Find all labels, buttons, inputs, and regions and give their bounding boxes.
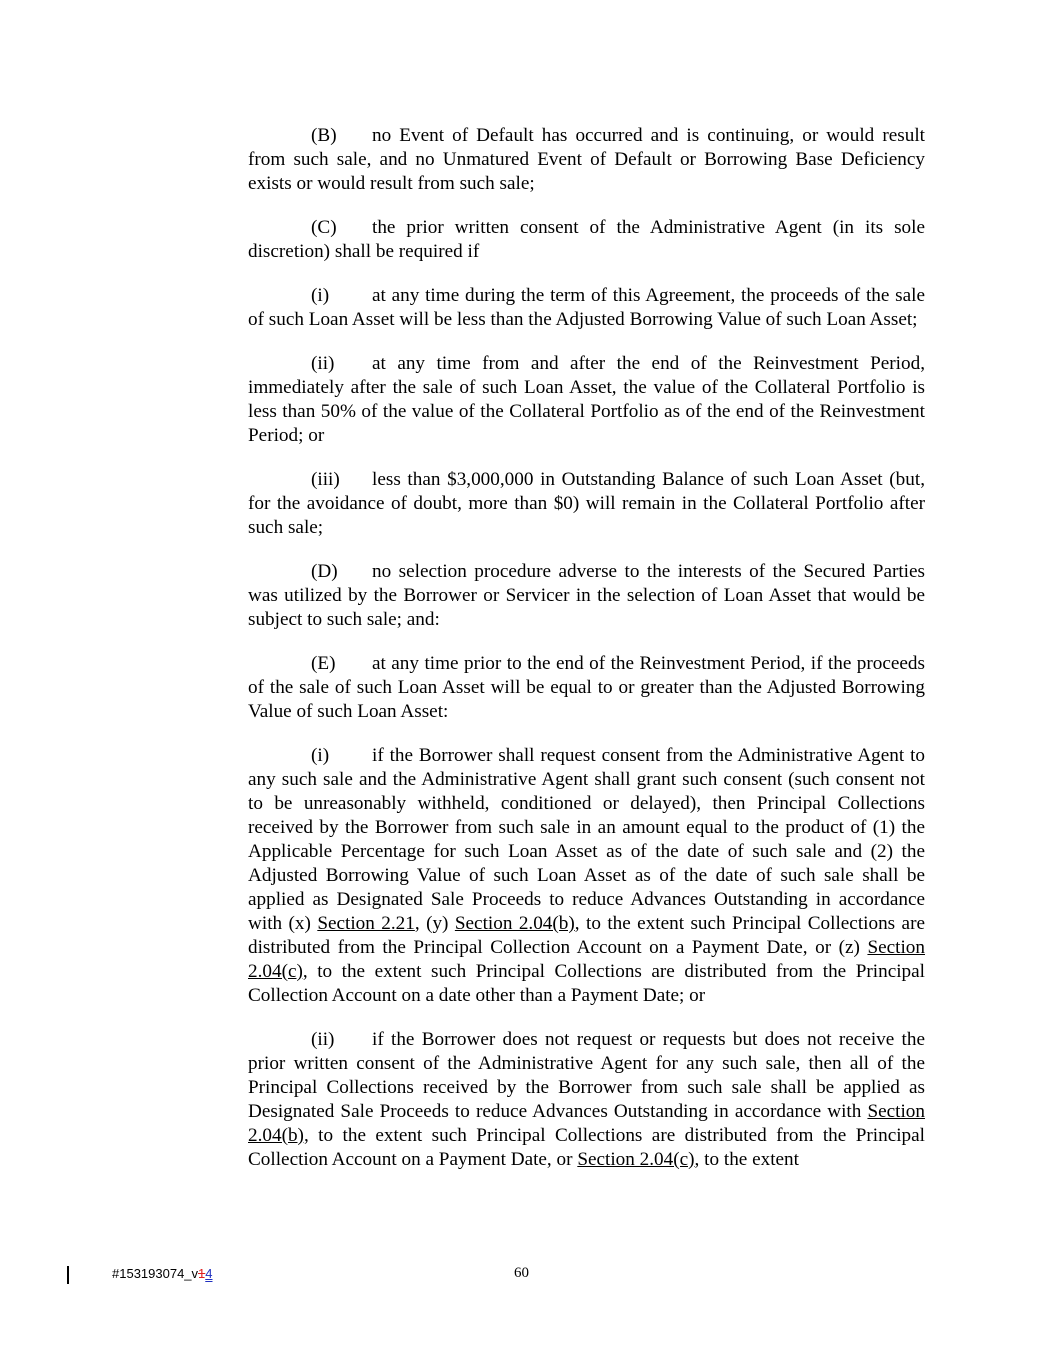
paragraph-label: (iii) bbox=[311, 469, 340, 490]
paragraph-text: at any time during the term of this Agreement, the proceeds of the sale of such Loan Asset will be less than the Adjusted Borrowing Value of such Loan Asset; bbox=[248, 285, 925, 330]
paragraph-label: (i) bbox=[311, 285, 330, 306]
paragraph bbox=[248, 216, 925, 264]
deleted-version: 1 bbox=[198, 1266, 206, 1281]
paragraph-label: (ii) bbox=[311, 1029, 335, 1050]
document-body bbox=[248, 124, 925, 1192]
paragraph bbox=[248, 1028, 925, 1172]
paragraph-text: , to the extent bbox=[694, 1149, 799, 1170]
doc-id-prefix: #153193074_v bbox=[112, 1266, 199, 1281]
paragraph-text: at any time prior to the end of the Reinvestment Period, if the proceeds of the sale of such Loan Asset will be equal to or greater than the Adjusted Borrowing Value of such Loan Asset: bbox=[248, 653, 925, 722]
paragraph-text: , to the extent such Principal Collections are distributed from the Principal Collection Account on a Payment Date, or (z) bbox=[248, 913, 925, 958]
paragraph-label: (E) bbox=[311, 653, 336, 674]
paragraph-text: no selection procedure adverse to the interests of the Secured Parties was utilized by the Borrower or Servicer in the selection of Loan Asset that would be subject to such sale; and: bbox=[248, 561, 925, 630]
paragraph bbox=[248, 744, 925, 1008]
paragraph-label: (ii) bbox=[311, 353, 335, 374]
page-number: 60 bbox=[514, 1265, 529, 1281]
paragraph-text: if the Borrower shall request consent from the Administrative Agent to any such sale and the Administrative Agent shall grant such consent (such consent not to be unreasonably withheld, conditioned or delayed), then Principal Collections received by the Borrower from such sale in an amount equal to the product of (1) the Applicable Percentage for such Loan Asset as of the date of such sale and (2) the Adjusted Borrowing Value of such Loan Asset as of the date of such sale shall be applied as Designated Sale Proceeds to reduce Advances Outstanding in accordance with (x) bbox=[248, 745, 925, 934]
paragraph-label: (C) bbox=[311, 217, 337, 238]
paragraph bbox=[248, 284, 925, 332]
paragraph bbox=[248, 468, 925, 540]
paragraph-text: , to the extent such Principal Collections are distributed from the Principal Collection Account on a Payment Date, or bbox=[248, 1125, 925, 1170]
paragraph-text: the prior written consent of the Administrative Agent (in its sole discretion) shall be required if bbox=[248, 217, 925, 262]
inserted-version: 4 bbox=[205, 1266, 213, 1281]
section-reference: Section 2.04(c) bbox=[577, 1149, 695, 1170]
section-reference: Section 2.21 bbox=[317, 913, 415, 934]
paragraph-text: at any time from and after the end of the Reinvestment Period, immediately after the sale of such Loan Asset, the value of the Collateral Portfolio is less than 50% of the value of the Collateral Portfolio as of the end of the Reinvestment Period; or bbox=[248, 353, 925, 446]
paragraph-label: (i) bbox=[311, 745, 330, 766]
paragraph-text: , to the extent such Principal Collections are distributed from the Principal Collection Account on a date other than a Payment Date; or bbox=[248, 961, 925, 1006]
paragraph-text: , (y) bbox=[414, 913, 455, 934]
paragraph-text: no Event of Default has occurred and is continuing, or would result from such sale, and no Unmatured Event of Default or Borrowing Base Deficiency exists or would result from such sale; bbox=[248, 125, 925, 194]
paragraph bbox=[248, 652, 925, 724]
change-bar bbox=[67, 1266, 69, 1284]
section-reference: Section 2.04(b) bbox=[248, 1101, 925, 1146]
paragraph-label: (D) bbox=[311, 561, 338, 582]
paragraph bbox=[248, 560, 925, 632]
paragraph bbox=[248, 124, 925, 196]
section-reference: Section 2.04(c) bbox=[248, 937, 925, 982]
paragraph-label: (B) bbox=[311, 125, 337, 146]
document-id bbox=[112, 1266, 213, 1281]
page-footer bbox=[0, 1264, 1055, 1288]
paragraph-text: less than $3,000,000 in Outstanding Balance of such Loan Asset (but, for the avoidance of doubt, more than $0) will remain in the Collateral Portfolio after such sale; bbox=[248, 469, 925, 538]
paragraph bbox=[248, 352, 925, 448]
section-reference: Section 2.04(b) bbox=[454, 913, 575, 934]
paragraph-text: if the Borrower does not request or requests but does not receive the prior written consent of the Administrative Agent for any such sale, then all of the Principal Collections received by the Borrower from such sale shall be applied as Designated Sale Proceeds to reduce Advances Outstanding in accordance with bbox=[248, 1029, 925, 1122]
